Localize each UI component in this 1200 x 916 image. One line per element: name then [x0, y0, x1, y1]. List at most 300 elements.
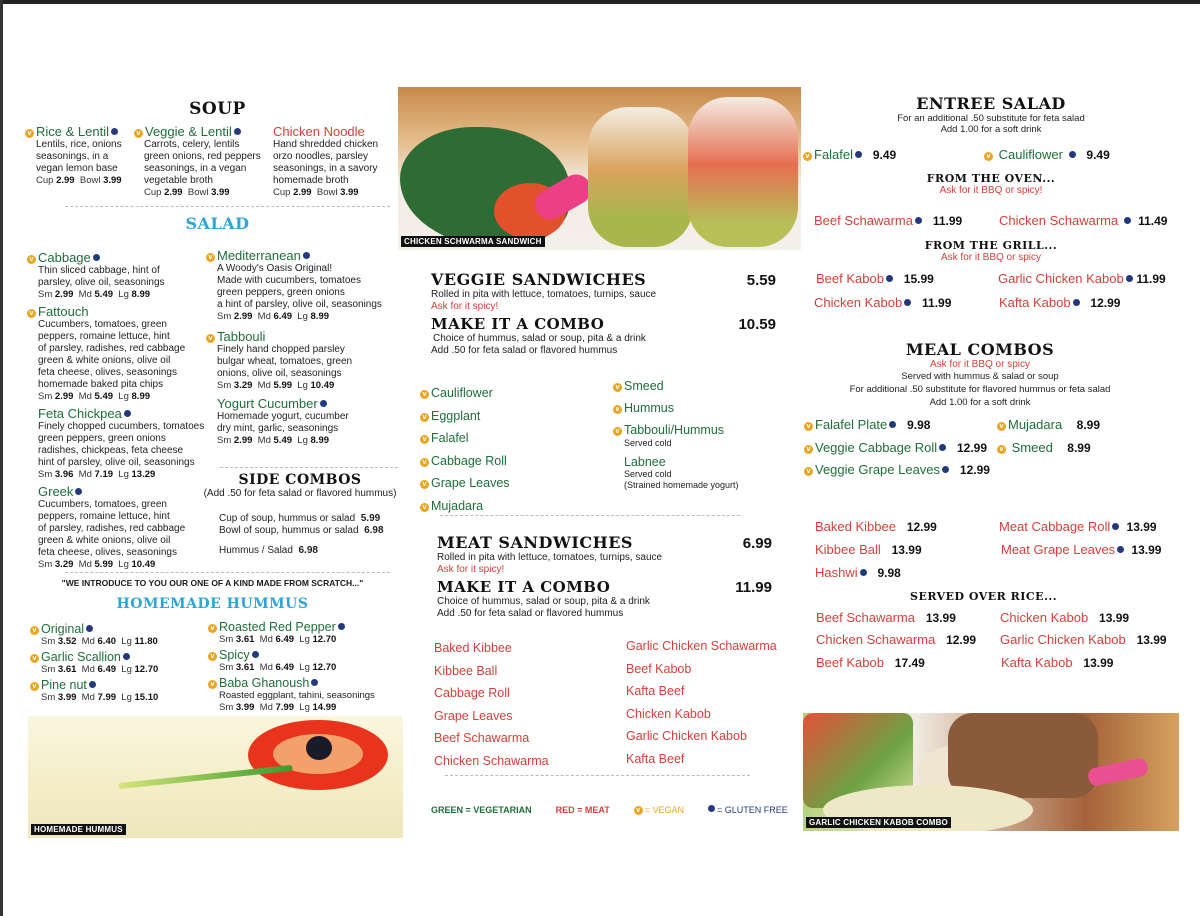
size-label: Bowl	[187, 187, 209, 198]
vegan-icon: v	[804, 422, 813, 431]
size-label: Md	[259, 662, 273, 673]
item-name: Rice & Lentil	[36, 124, 109, 139]
price: 8.99	[310, 311, 330, 322]
meat-sandwich-item: Kafta Beef	[626, 684, 685, 699]
size-label: Lg	[297, 380, 308, 391]
vegan-icon: v	[420, 458, 429, 467]
photo-caption: CHICKEN SCHWARMA SANDWICH	[401, 236, 545, 247]
meat-sandwich-item: Cabbage Roll	[434, 686, 510, 701]
price: 12.99	[959, 463, 990, 477]
bbq-note: Ask for it BBQ or spicy	[929, 359, 1031, 370]
price: 11.99	[1136, 272, 1166, 286]
desc-line: Lentils, rice, onions	[36, 139, 122, 150]
size-label: Lg	[121, 664, 132, 675]
desc-line: seasonings, in a savory	[273, 163, 378, 174]
vegan-icon: v	[30, 626, 39, 635]
desc-line: green & white onions, olive oil	[38, 535, 171, 546]
item-name: Grape Leaves	[431, 476, 510, 491]
price: 12.99	[946, 633, 977, 647]
size-label: Sm	[217, 435, 232, 446]
vegan-icon: v	[25, 129, 34, 138]
item-name: Original	[41, 622, 85, 636]
size-label: Sm	[217, 380, 232, 391]
price: 5.99	[360, 513, 381, 524]
size-label: Md	[78, 559, 92, 570]
price: 10.59	[738, 316, 776, 333]
desc-line: Made with cucumbers, tomatoes	[217, 275, 361, 286]
item-name: Fattouch	[38, 304, 89, 319]
salad-item	[27, 250, 212, 301]
price: 13.99	[1126, 520, 1157, 534]
soup-item	[273, 124, 398, 199]
item-name: Meat Cabbage Roll	[999, 519, 1111, 534]
photo-caption: GARLIC CHICKEN KABOB COMBO	[806, 817, 951, 828]
gluten-free-icon	[93, 254, 100, 261]
vegan-icon: v	[420, 413, 429, 422]
size-label: Md	[257, 435, 271, 446]
wrap-left-shape	[588, 107, 693, 247]
combo-desc: Choice of hummus, salad or soup, pita & a drink	[437, 596, 650, 607]
over-rice-title: SERVED OVER RICE...	[910, 590, 1058, 603]
size-label: Md	[81, 692, 95, 703]
desc-line: Thin sliced cabbage, hint of	[38, 265, 160, 276]
rice-item	[1001, 655, 1113, 670]
vegan-icon: v	[206, 334, 215, 343]
section-note: Add 1.00 for a soft drink	[940, 124, 1042, 135]
hummus-right	[208, 620, 403, 713]
price: 11.99	[932, 214, 963, 228]
desc-line: seasonings, in a	[36, 151, 109, 162]
item-note: (Strained homemade yogurt)	[624, 480, 739, 490]
gluten-free-icon	[889, 421, 896, 428]
combo-item	[815, 565, 901, 580]
salad-item	[27, 406, 212, 481]
item-name: Chicken Schawarma	[816, 632, 936, 647]
vegan-icon: v	[27, 255, 36, 264]
size-label: Sm	[219, 662, 234, 673]
size-label: Md	[257, 311, 271, 322]
vegan-icon: v	[206, 253, 215, 262]
hummus-item	[30, 678, 210, 703]
legend	[431, 805, 791, 815]
item-note: Served cold	[624, 469, 672, 479]
price: 13.99	[925, 611, 956, 625]
veggie-sandwich-item	[613, 379, 793, 401]
size-label: Md	[259, 634, 273, 645]
grill-item	[816, 271, 934, 286]
kabob-combo-photo	[803, 713, 1179, 831]
price: 8.99	[1076, 418, 1101, 432]
price: 12.99	[906, 520, 937, 534]
item-name: Kibbee Ball	[815, 542, 881, 557]
price: 5.49	[273, 435, 293, 446]
desc-line: dry mint, garlic, seasonings	[217, 423, 339, 434]
bbq-note: Ask for it BBQ or spicy!	[939, 185, 1043, 196]
vegan-icon: v	[420, 390, 429, 399]
section-desc: Rolled in pita with lettuce, tomatoes, turnips, sauce	[437, 552, 663, 563]
veggie-sandwich-item	[613, 455, 793, 491]
desc-line: Homemade yogurt, cucumber	[217, 411, 349, 422]
price: 8.99	[131, 289, 151, 300]
desc-line: Hand shredded chicken	[273, 139, 379, 150]
price: 3.99	[235, 702, 255, 713]
vegan-icon: v	[208, 652, 217, 661]
section-note: For additional .50 substitute for flavored hummus or feta salad	[849, 384, 1111, 395]
price: 3.61	[57, 664, 77, 675]
size-label: Lg	[299, 702, 310, 713]
desc-line: Cucumbers, tomatoes, green	[38, 319, 167, 330]
item-name: Tabbouli	[217, 329, 266, 344]
size-label: Lg	[118, 559, 129, 570]
price: 12.70	[312, 634, 337, 645]
meat-sandwich-item: Baked Kibbee	[434, 641, 512, 655]
section-desc: Rolled in pita with lettuce, tomatoes, turnips, sauce	[431, 289, 657, 300]
side-combos-title: SIDE COMBOS	[238, 472, 362, 488]
item-name: Veggie & Lentil	[145, 124, 232, 139]
vegan-icon: v	[208, 624, 217, 633]
combo-item	[997, 440, 1091, 455]
price: 2.99	[164, 187, 183, 198]
price: 3.99	[340, 187, 359, 198]
price: 3.52	[57, 636, 77, 647]
item-name: Beef Kabob	[816, 271, 884, 286]
gluten-free-icon	[915, 217, 922, 224]
price: 12.99	[1090, 296, 1121, 310]
desc-line: of parsley, radishes, red cabbage	[38, 343, 186, 354]
size-label: Md	[81, 636, 95, 647]
desc-line: A Woody's Oasis Original!	[217, 263, 333, 274]
hummus-title: HOMEMADE HUMMUS	[116, 596, 309, 612]
item-name: Kafta Kabob	[999, 295, 1071, 310]
rice-item	[1000, 632, 1167, 647]
divider	[65, 206, 390, 207]
item-name: Labnee	[624, 455, 666, 469]
gluten-free-icon	[320, 400, 327, 407]
salad-item	[206, 329, 396, 392]
vegan-icon: v	[134, 129, 143, 138]
combo-item	[804, 462, 990, 477]
subsection-title: FROM THE OVEN...	[926, 172, 1056, 185]
vegan-icon: v	[420, 435, 429, 444]
combo-item	[804, 440, 987, 455]
item-name: Mujadara	[1008, 417, 1063, 432]
item-name: Cauliflower	[998, 147, 1063, 162]
gluten-free-icon	[708, 805, 715, 812]
vegan-icon: v	[30, 682, 39, 691]
salad-right-column	[206, 248, 396, 447]
tagline: "WE INTRODUCE TO YOU OUR ONE OF A KIND MADE FROM SCRATCH..."	[61, 578, 364, 588]
vegan-icon: v	[984, 152, 993, 161]
combo-title: MAKE IT A COMBO	[431, 315, 605, 333]
from-grill	[806, 239, 1176, 263]
gluten-free-icon	[939, 444, 946, 451]
item-name: Chicken Noodle	[273, 124, 365, 139]
price: 5.49	[94, 289, 114, 300]
price: 6.49	[275, 662, 295, 673]
item-name: Cauliflower	[431, 386, 493, 400]
item-name: Pine nut	[41, 678, 87, 692]
item-name: Garlic Scallion	[41, 650, 121, 664]
legend-vegan	[634, 805, 684, 815]
price: 3.61	[235, 634, 255, 645]
combo-note: Add .50 for feta salad or flavored hummus	[437, 608, 624, 619]
price: 2.99	[233, 435, 253, 446]
legend-text: = VEGAN	[644, 805, 684, 815]
item-name: Veggie Grape Leaves	[815, 462, 941, 477]
item-name: Spicy	[219, 648, 250, 662]
hummus-item	[208, 620, 403, 645]
desc-line: Cucumbers, tomatoes, green	[38, 499, 167, 510]
price: 9.98	[877, 566, 901, 580]
item-name: Tabbouli/Hummus	[624, 423, 725, 437]
gluten-free-icon	[1117, 546, 1124, 553]
gluten-free-icon	[124, 410, 131, 417]
divider	[440, 515, 740, 516]
rice-item	[816, 632, 976, 647]
size-label: Cup	[36, 175, 54, 186]
gluten-free-icon	[1112, 523, 1119, 530]
side-combo-item	[219, 525, 399, 537]
price: 11.99	[922, 296, 952, 310]
price: 7.99	[97, 692, 117, 703]
gluten-free-icon	[1073, 299, 1080, 306]
item-name: Cabbage Roll	[431, 453, 507, 468]
price: 15.99	[903, 272, 934, 286]
meat-sandwich-item: Garlic Chicken Schawarma	[626, 639, 777, 653]
item-name: Garlic Chicken Kabob	[1000, 632, 1126, 647]
size-label: Sm	[38, 391, 53, 402]
size-label: Lg	[118, 391, 129, 402]
spicy-note: Ask for it spicy!	[431, 301, 499, 312]
size-label: Md	[78, 391, 92, 402]
side-combo-item	[219, 545, 399, 557]
legend-meat: RED = MEAT	[555, 805, 610, 815]
grill-item	[814, 295, 951, 310]
price: 3.29	[233, 380, 253, 391]
price: 8.99	[1067, 441, 1091, 455]
combo-desc: Choice of hummus, salad or soup, pita & a drink	[433, 333, 646, 344]
price: 5.59	[746, 272, 776, 289]
vegan-icon: v	[804, 445, 813, 454]
size-label: Lg	[299, 634, 310, 645]
size-label: Lg	[118, 469, 129, 480]
gluten-free-icon	[75, 488, 82, 495]
item-name: Hummus	[624, 401, 675, 415]
gluten-free-icon	[303, 252, 310, 259]
price: 7.99	[275, 702, 295, 713]
soup-item	[134, 124, 269, 199]
price: 11.99	[735, 579, 772, 596]
price: 14.99	[312, 702, 337, 713]
item-name: Garlic Chicken Kabob	[998, 271, 1124, 286]
desc-line: homemade baked pita chips	[38, 379, 164, 390]
sandwich-photo	[398, 87, 801, 250]
hummus-item	[30, 622, 210, 647]
price: 2.99	[233, 311, 253, 322]
from-oven	[806, 172, 1176, 196]
price: 3.96	[54, 469, 74, 480]
combo-label: Hummus / Salad	[219, 545, 293, 556]
size-label: Lg	[121, 692, 132, 703]
side-combos-list	[219, 513, 399, 557]
size-label: Cup	[273, 187, 291, 198]
meat-sandwich-item: Beef Kabob	[626, 661, 692, 676]
desc-line: hint of parsley, olive oil, seasonings	[38, 457, 195, 468]
price: 6.98	[364, 525, 384, 536]
veggie-sandwich-item	[420, 382, 600, 405]
size-label: Lg	[299, 662, 310, 673]
size-label: Lg	[121, 636, 132, 647]
size-label: Sm	[219, 634, 234, 645]
combo-item	[999, 519, 1157, 534]
price: 6.99	[742, 535, 772, 552]
price: 8.99	[310, 435, 330, 446]
entree-item	[803, 147, 896, 162]
rice-item	[1000, 610, 1129, 625]
vegan-icon: v	[804, 467, 813, 476]
vegan-icon: v	[420, 480, 429, 489]
combo-item	[815, 519, 937, 534]
side-combos-note: (Add .50 for feta salad or flavored hummus)	[203, 488, 397, 499]
desc-line: green & white onions, olive oil	[38, 355, 171, 366]
desc-line: green peppers, green onions	[217, 287, 345, 298]
meat-sandwich-item: Garlic Chicken Kabob	[626, 729, 747, 744]
price: 9.49	[872, 148, 897, 162]
size-label: Sm	[219, 702, 234, 713]
item-name: Kafta Kabob	[1001, 655, 1073, 670]
price: 3.99	[103, 175, 122, 186]
item-name: Mediterranean	[217, 248, 301, 263]
desc-line: Finely chopped cucumbers, tomatoes	[38, 421, 205, 432]
desc-line: of parsley, radishes, red cabbage	[38, 523, 186, 534]
vegan-icon: v	[803, 152, 812, 161]
legend-gluten-free	[708, 805, 788, 815]
size-label: Sm	[38, 559, 53, 570]
price: 11.80	[134, 636, 158, 647]
price: 6.49	[97, 664, 117, 675]
side-combos	[200, 472, 400, 500]
price: 9.98	[907, 418, 931, 432]
item-note: Served cold	[624, 438, 672, 448]
desc-line: onions, olive oil, seasonings	[217, 368, 342, 379]
price: 5.99	[273, 380, 293, 391]
wrap-right-shape	[688, 97, 798, 247]
gluten-free-icon	[111, 128, 118, 135]
gluten-free-icon	[904, 299, 911, 306]
gluten-free-icon	[886, 275, 893, 282]
item-name: Chicken Kabob	[814, 295, 903, 310]
size-label: Md	[81, 664, 95, 675]
gluten-free-icon	[123, 653, 130, 660]
gluten-free-icon	[942, 466, 949, 473]
gluten-free-icon	[855, 151, 862, 158]
item-name: Falafel Plate	[815, 417, 888, 432]
veggie-sandwich-list-right	[613, 379, 793, 491]
oven-item	[999, 213, 1167, 228]
combo-item	[804, 417, 930, 432]
veggie-sandwich-list-left	[420, 382, 600, 518]
item-name: Hashwi	[815, 565, 858, 580]
veggie-sandwich-item	[420, 472, 600, 495]
vegan-icon: v	[27, 309, 36, 318]
desc-line: orzo noodles, parsley	[273, 151, 369, 162]
salad-item	[206, 248, 396, 323]
price: 13.99	[1099, 611, 1130, 625]
item-name: Beef Schawarma	[814, 213, 913, 228]
size-label: Bowl	[79, 175, 101, 186]
vegan-icon: v	[997, 445, 1006, 454]
size-label: Sm	[41, 664, 56, 675]
veggie-sandwich-item	[420, 427, 600, 450]
price: 5.49	[94, 391, 114, 402]
meat-sandwich-list-left	[434, 637, 614, 773]
legend-text: = GLUTEN FREE	[716, 805, 788, 815]
size-label: Md	[257, 380, 271, 391]
price: 6.49	[275, 634, 295, 645]
desc-line: feta cheese, olives, seasonings	[38, 367, 177, 378]
desc-line: Carrots, celery, lentils	[144, 139, 240, 150]
vegan-icon: v	[613, 383, 622, 392]
size-label: Sm	[41, 692, 56, 703]
gluten-free-icon	[311, 679, 318, 686]
combo-item	[815, 542, 922, 557]
meat-sandwiches	[437, 533, 772, 620]
meat-sandwich-item: Beef Schawarma	[434, 731, 530, 746]
price: 17.49	[894, 656, 925, 670]
desc-line: seasonings, in a vegan	[144, 163, 247, 174]
veggie-sandwich-item	[613, 423, 793, 449]
item-name: Falafel	[814, 147, 854, 162]
vegan-icon: v	[208, 680, 217, 689]
desc-line: parsley, olive oil, seasonings	[38, 277, 165, 288]
size-label: Cup	[144, 187, 162, 198]
desc-line: green peppers, green onions	[38, 433, 166, 444]
size-label: Lg	[297, 311, 308, 322]
meal-combos	[790, 340, 1170, 409]
kabob-shape	[948, 713, 1098, 798]
vegan-icon: v	[634, 806, 643, 815]
price: 13.99	[891, 543, 922, 557]
vegan-icon: v	[997, 422, 1006, 431]
price: 3.61	[235, 662, 255, 673]
combo-title: MAKE IT A COMBO	[437, 578, 611, 596]
price: 13.29	[131, 469, 156, 480]
salad-left-column	[27, 250, 212, 571]
size-label: Sm	[41, 636, 56, 647]
combo-label: Cup of soup, hummus or salad	[219, 513, 356, 524]
gluten-free-icon	[860, 569, 867, 576]
desc-line: peppers, romaine lettuce, hint	[38, 511, 170, 522]
desc-line: a hint of parsley, olive oil, seasonings	[217, 299, 382, 310]
price: 5.99	[94, 559, 114, 570]
vegan-icon: v	[613, 427, 622, 436]
item-name: Smeed	[624, 379, 664, 393]
veggie-sandwiches	[431, 270, 776, 357]
gluten-free-icon	[1069, 151, 1076, 158]
divider	[445, 775, 750, 776]
meat-sandwich-item: Grape Leaves	[434, 708, 513, 723]
oven-item	[814, 213, 962, 228]
item-name: Baked Kibbee	[815, 519, 896, 534]
price: 6.40	[97, 636, 117, 647]
price: 2.99	[293, 187, 312, 198]
item-name: Beef Schawarma	[816, 610, 915, 625]
combo-note: Add .50 for feta salad or flavored hummus	[431, 345, 618, 356]
size-label: Md	[78, 289, 92, 300]
section-note: Served with hummus & salad or soup	[901, 371, 1059, 382]
desc-line: vegan lemon base	[36, 163, 118, 174]
size-label: Md	[78, 469, 92, 480]
